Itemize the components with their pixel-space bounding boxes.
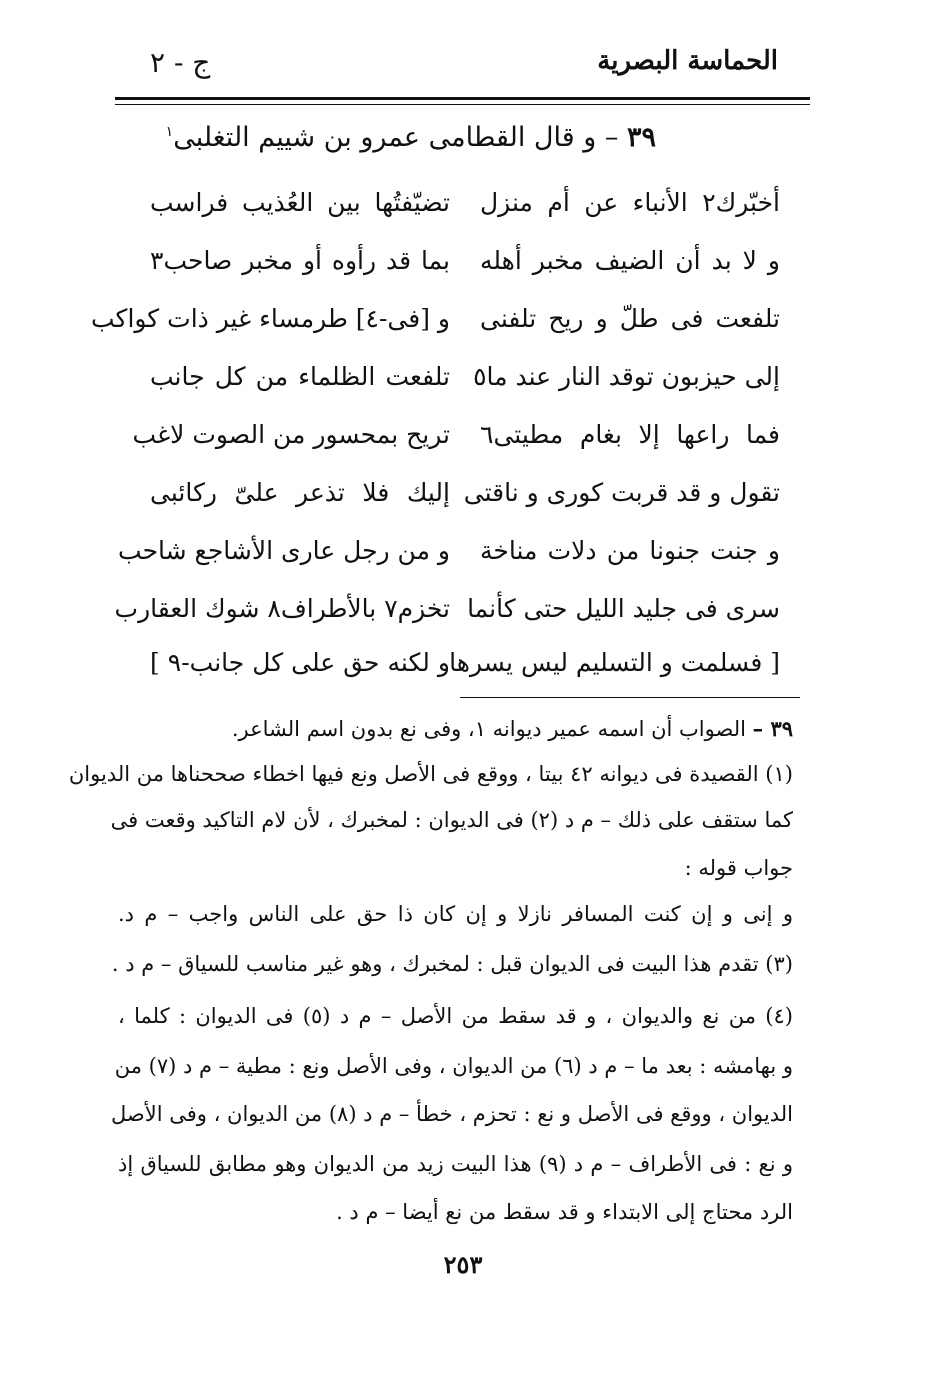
verse-hemistich-first: تقول و قد قربت كورى و ناقتى xyxy=(463,478,780,507)
footnote-number: ٣٩ – xyxy=(752,716,793,741)
verse-hemistich-first: و جنت جنونا من دلات مناخة xyxy=(480,536,780,565)
verse-hemistich-first: سرى فى جليد الليل حتى كأنما xyxy=(467,594,780,623)
footnote-line: جواب قوله : xyxy=(684,856,793,880)
verse-row xyxy=(91,304,780,356)
running-title: الحماسة البصرية xyxy=(597,46,778,76)
volume-label: ج - ٢ xyxy=(150,46,211,79)
footnote-separator xyxy=(460,697,800,698)
page-number: ٢٥٣ xyxy=(443,1250,483,1279)
poem-title xyxy=(166,122,656,153)
verse-row xyxy=(120,188,780,240)
verse-hemistich-second: تلفعت الظلماء من كل جانب xyxy=(150,362,450,391)
verse-hemistich-first: تلفعت فى طلّ و ريح تلفنى xyxy=(480,304,780,333)
footnote-line: كما ستقف على ذلك – م د (٢) فى الديوان : لمخبرك ، لأن لام التاكيد وقعت فى xyxy=(110,808,793,832)
verse-hemistich-second: بما قد رأوه أو مخبر صاحب٣ xyxy=(150,246,450,275)
verse-hemistich-first: [ فسلمت و التسليم ليس يسرها xyxy=(449,648,780,677)
verse-hemistich-second: تريح بمحسور من الصوت لاغب xyxy=(132,420,450,449)
verse-hemistich-first: أخبّرك٢ الأنباء عن أم منزل xyxy=(480,188,780,217)
verse-row xyxy=(120,536,780,588)
verse-hemistich-second: تضيّفتُها بين العُذيب فراسب xyxy=(150,188,450,217)
verse-row xyxy=(120,420,780,472)
verse-row xyxy=(120,246,780,298)
header-rule xyxy=(115,97,810,100)
verse-row xyxy=(120,648,780,700)
header-rule-thin xyxy=(115,104,810,105)
verse-hemistich-second: و من رجل عارى الأشاجع شاحب xyxy=(118,536,450,565)
verse-hemistich-first: و لا بد أن الضيف مخبر أهله xyxy=(480,246,780,275)
footnote-line: (٣) تقدم هذا البيت فى الديوان قبل : لمخبرك ، وهو غير مناسب للسياق – م د . xyxy=(111,952,793,976)
verse-row xyxy=(120,478,780,530)
footnote-line: و نع : فى الأطراف – م د (٩) هذا البيت زيد من الديوان وهو مطابق للسياق إذ xyxy=(118,1152,793,1176)
verse-hemistich-second: و [فى-٤] طرمساء غير ذات كواكب xyxy=(91,304,450,333)
verse-hemistich-second: إليك فلا تذعر علىّ ركائبى xyxy=(150,478,450,507)
verse-hemistich-first: إلى حيزبون توقد النار عند ما٥ xyxy=(473,362,780,391)
footnote-line xyxy=(118,716,793,741)
poem-heading: – و قال القطامى عمرو بن شييم التغلبى xyxy=(173,122,619,153)
footnote-line: (٤) من نع والديوان ، و قد سقط من الأصل – م د (٥) فى الديوان : كلما ، xyxy=(118,1004,793,1028)
footnote-line: و بهامشه : بعد ما – م د (٦) من الديوان ، وفى الأصل ونع : مطية – م د (٧) من xyxy=(114,1054,793,1078)
poem-number: ٣٩ xyxy=(626,122,656,153)
verse-hemistich-first: فما راعها إلا بغام مطيتى٦ xyxy=(480,420,780,449)
verse-row xyxy=(114,594,780,646)
footnote-line: (١) القصيدة فى ديوانه ٤٢ بيتا ، ووقع فى الأصل ونع فيها اخطاء صححناها من الديوان xyxy=(68,762,793,786)
footnote-line: الديوان ، ووقع فى الأصل و نع : تحزم ، خطأ – م د (٨) من الديوان ، وفى الأصل xyxy=(111,1102,793,1126)
footnote-line: الرد محتاج إلى الابتداء و قد سقط من نع أيضا – م د . xyxy=(336,1200,793,1224)
verse-hemistich-second: تخزم٧ بالأطراف٨ شوك العقارب xyxy=(114,594,450,623)
poem-title-footnote: ١ xyxy=(165,124,174,140)
footnote-text: الصواب أن اسمه عمير ديوانه ١، وفى نع بدون اسم الشاعر. xyxy=(231,717,746,741)
verse-row xyxy=(120,362,780,414)
verse-hemistich-second: و لكنه حق على كل جانب-٩ ] xyxy=(150,648,450,677)
footnote-line: و إنى و إن كنت المسافر نازلا و إن كان ذا حق على الناس واجب – م د. xyxy=(118,902,793,926)
